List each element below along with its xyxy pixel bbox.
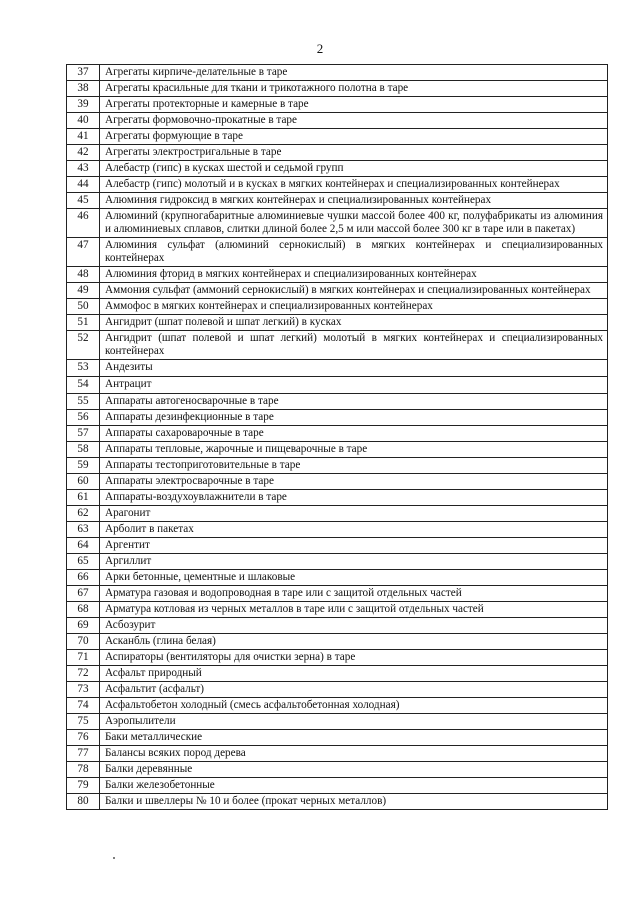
cargo-name: Аспираторы (вентиляторы для очистки зерна) в таре — [100, 650, 608, 666]
cargo-name: Агрегаты протекторные и камерные в таре — [100, 97, 608, 113]
row-number: 61 — [67, 490, 100, 506]
table-row — [67, 762, 608, 778]
row-number: 69 — [67, 618, 100, 634]
table-row — [67, 618, 608, 634]
row-number: 60 — [67, 474, 100, 490]
row-number: 53 — [67, 360, 100, 377]
row-number: 75 — [67, 714, 100, 730]
table-row — [67, 331, 608, 360]
table-row — [67, 410, 608, 426]
cargo-name: Агрегаты электростригальные в таре — [100, 145, 608, 161]
cargo-name: Балки и швеллеры № 10 и более (прокат черных металлов) — [100, 794, 608, 810]
row-number: 43 — [67, 161, 100, 177]
row-number: 78 — [67, 762, 100, 778]
cargo-name: Аппараты сахароварочные в таре — [100, 426, 608, 442]
table-row — [67, 778, 608, 794]
row-number: 56 — [67, 410, 100, 426]
cargo-name: Алюминия гидроксид в мягких контейнерах и специализированных контейнерах — [100, 193, 608, 209]
table-row — [67, 586, 608, 602]
table-row — [67, 522, 608, 538]
cargo-name: Аппараты тестоприготовительные в таре — [100, 458, 608, 474]
cargo-name: Асканбль (глина белая) — [100, 634, 608, 650]
cargo-name: Алюминий (крупногабаритные алюминиевые чушки массой более 400 кг, полуфабрикаты из алюминия и алюминиевых сплавов, слитки длиной более 2,5 м или массой более 300 кг в таре или в пакетах) — [100, 209, 608, 238]
row-number: 49 — [67, 283, 100, 299]
cargo-name: Ангидрит (шпат полевой и шпат легкий) молотый в мягких контейнерах и специализированных контейнерах — [100, 331, 608, 360]
table-row — [67, 714, 608, 730]
table-row — [67, 442, 608, 458]
table-row — [67, 161, 608, 177]
cargo-table — [66, 64, 608, 810]
table-row — [67, 299, 608, 315]
cargo-name: Арматура котловая из черных металлов в таре или с защитой отдельных частей — [100, 602, 608, 618]
row-number: 46 — [67, 209, 100, 238]
cargo-name: Агрегаты формующие в таре — [100, 129, 608, 145]
cargo-name: Арагонит — [100, 506, 608, 522]
table-row — [67, 238, 608, 267]
table-row — [67, 570, 608, 586]
row-number: 70 — [67, 634, 100, 650]
cargo-name: Аргиллит — [100, 554, 608, 570]
cargo-name: Ангидрит (шпат полевой и шпат легкий) в кусках — [100, 315, 608, 331]
table-row — [67, 682, 608, 698]
cargo-name: Аппараты-воздухоувлажнители в таре — [100, 490, 608, 506]
table-row — [67, 65, 608, 81]
table-row — [67, 426, 608, 442]
table-row — [67, 360, 608, 377]
table-row — [67, 602, 608, 618]
row-number: 55 — [67, 394, 100, 410]
table-row — [67, 554, 608, 570]
scan-speck — [113, 857, 115, 859]
row-number: 64 — [67, 538, 100, 554]
table-row — [67, 193, 608, 209]
row-number: 68 — [67, 602, 100, 618]
table-row — [67, 650, 608, 666]
cargo-name: Асфальт природный — [100, 666, 608, 682]
table-row — [67, 377, 608, 394]
row-number: 65 — [67, 554, 100, 570]
table-row — [67, 145, 608, 161]
row-number: 52 — [67, 331, 100, 360]
table-row — [67, 506, 608, 522]
row-number: 44 — [67, 177, 100, 193]
row-number: 71 — [67, 650, 100, 666]
row-number: 66 — [67, 570, 100, 586]
row-number: 59 — [67, 458, 100, 474]
table-row — [67, 209, 608, 238]
row-number: 42 — [67, 145, 100, 161]
row-number: 58 — [67, 442, 100, 458]
cargo-name: Балки деревянные — [100, 762, 608, 778]
cargo-name: Арматура газовая и водопроводная в таре или с защитой отдельных частей — [100, 586, 608, 602]
cargo-name: Аргентит — [100, 538, 608, 554]
table-row — [67, 315, 608, 331]
cargo-name: Арки бетонные, цементные и шлаковые — [100, 570, 608, 586]
table-row — [67, 474, 608, 490]
cargo-name: Аппараты автогеносварочные в таре — [100, 394, 608, 410]
row-number: 50 — [67, 299, 100, 315]
cargo-name: Андезиты — [100, 360, 608, 377]
table-row — [67, 538, 608, 554]
cargo-name: Аэропылители — [100, 714, 608, 730]
row-number: 76 — [67, 730, 100, 746]
row-number: 63 — [67, 522, 100, 538]
table-row — [67, 746, 608, 762]
cargo-name: Балансы всяких пород дерева — [100, 746, 608, 762]
row-number: 41 — [67, 129, 100, 145]
page-number: 2 — [316, 41, 324, 56]
table-body — [67, 65, 608, 810]
row-number: 80 — [67, 794, 100, 810]
row-number: 48 — [67, 267, 100, 283]
table-row — [67, 129, 608, 145]
row-number: 47 — [67, 238, 100, 267]
table-row — [67, 458, 608, 474]
table-row — [67, 267, 608, 283]
cargo-name: Агрегаты кирпиче-делательные в таре — [100, 65, 608, 81]
cargo-name: Алюминия сульфат (алюминий сернокислый) в мягких контейнерах и специализированных контейнерах — [100, 238, 608, 267]
table-row — [67, 698, 608, 714]
table-row — [67, 730, 608, 746]
row-number: 39 — [67, 97, 100, 113]
cargo-name: Аппараты дезинфекционные в таре — [100, 410, 608, 426]
table-row — [67, 794, 608, 810]
cargo-name: Агрегаты красильные для ткани и трикотажного полотна в таре — [100, 81, 608, 97]
table-row — [67, 81, 608, 97]
cargo-name: Асфальтобетон холодный (смесь асфальтобетонная холодная) — [100, 698, 608, 714]
cargo-name: Алебастр (гипс) в кусках шестой и седьмой групп — [100, 161, 608, 177]
table-row — [67, 666, 608, 682]
cargo-name: Аммония сульфат (аммоний сернокислый) в мягких контейнерах и специализированных контейнерах — [100, 283, 608, 299]
row-number: 54 — [67, 377, 100, 394]
cargo-name: Агрегаты формовочно-прокатные в таре — [100, 113, 608, 129]
row-number: 67 — [67, 586, 100, 602]
table-row — [67, 394, 608, 410]
row-number: 73 — [67, 682, 100, 698]
row-number: 45 — [67, 193, 100, 209]
cargo-name: Алюминия фторид в мягких контейнерах и специализированных контейнерах — [100, 267, 608, 283]
row-number: 37 — [67, 65, 100, 81]
cargo-name: Баки металлические — [100, 730, 608, 746]
cargo-name: Антрацит — [100, 377, 608, 394]
cargo-name: Аммофос в мягких контейнерах и специализированных контейнерах — [100, 299, 608, 315]
table-row — [67, 634, 608, 650]
row-number: 74 — [67, 698, 100, 714]
cargo-name: Аппараты тепловые, жарочные и пищеварочные в таре — [100, 442, 608, 458]
row-number: 40 — [67, 113, 100, 129]
row-number: 62 — [67, 506, 100, 522]
row-number: 38 — [67, 81, 100, 97]
row-number: 72 — [67, 666, 100, 682]
row-number: 57 — [67, 426, 100, 442]
cargo-name: Балки железобетонные — [100, 778, 608, 794]
cargo-name: Арболит в пакетах — [100, 522, 608, 538]
cargo-name: Аппараты электросварочные в таре — [100, 474, 608, 490]
table-row — [67, 177, 608, 193]
row-number: 77 — [67, 746, 100, 762]
cargo-name: Алебастр (гипс) молотый и в кусках в мягких контейнерах и специализированных контейнерах — [100, 177, 608, 193]
table-row — [67, 113, 608, 129]
table-row — [67, 283, 608, 299]
table-row — [67, 97, 608, 113]
row-number: 51 — [67, 315, 100, 331]
row-number: 79 — [67, 778, 100, 794]
cargo-name: Асбозурит — [100, 618, 608, 634]
table-row — [67, 490, 608, 506]
cargo-name: Асфальтит (асфальт) — [100, 682, 608, 698]
